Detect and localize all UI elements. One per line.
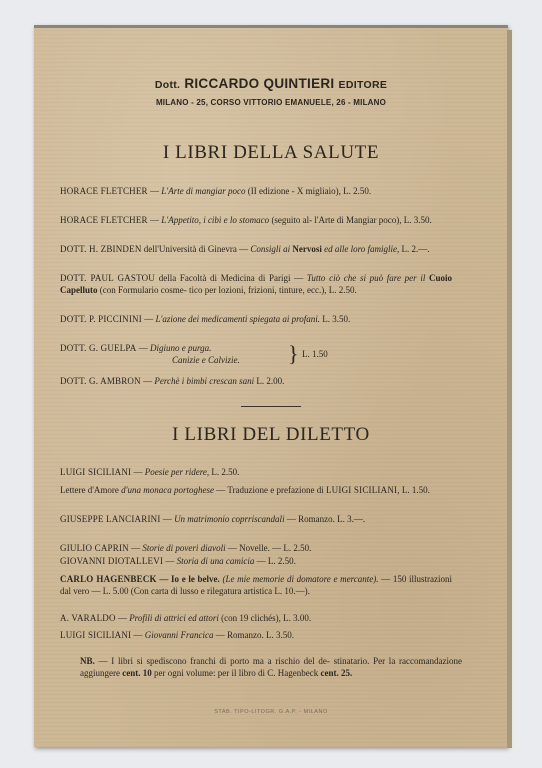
section-title-salute: I LIBRI DELLA SALUTE xyxy=(162,142,380,163)
divider xyxy=(241,406,301,407)
brace-glyph: } xyxy=(288,341,299,366)
list-item: Lettere d'Amore d'una monaca portoghese — Traduzione e prefazione di LUIGI SICILIANI, L. 1.50. xyxy=(60,485,430,495)
list-item: GIOVANNI DIOTALLEVI — Storia di una camicia — L. 2.50. xyxy=(60,556,296,566)
printer-imprint: STAB. TIPO-LITOGR. G.A.P. - MILANO xyxy=(214,709,328,715)
list-item: DOTT. P. PICCININI — L'azione dei medicamenti spiegata ai profani. L. 3.50. xyxy=(60,314,351,324)
list-item: HORACE FLETCHER — L'Arte di mangiar poco (II edizione - X migliaio), L. 2.50. xyxy=(60,186,372,196)
publisher-name: Dott. RICCARDO QUINTIERI EDITORE xyxy=(154,76,388,91)
list-item: DOTT. PAUL GASTOU della Facoltà di Medicina di Parigi — Tutto ciò che si può fare per il Cuoio Capelluto (con Formulario cosme- tico per lozioni, frizioni, tinture, ecc.), L. 2.50. xyxy=(60,273,453,295)
list-item: GIUSEPPE LANCIARINI — Un matrimonio coprriscandali — Romanzo. L. 3.—. xyxy=(60,514,366,524)
nota-bene: NB. — I libri si spediscono franchi di porto ma a rischio del de- stinatario. Per la raccomandazione aggiungere cent. 10 per ogni volume: per il libro di C. Hagenbeck cent. 25. xyxy=(80,656,463,678)
book-spine xyxy=(507,30,512,748)
list-item: GIULIO CAPRIN — Storie di poveri diavoli — Novelle. — L. 2.50. xyxy=(60,543,312,553)
list-item: DOTT. G. AMBRON — Perchè i bimbi crescan sani L. 2.00. xyxy=(60,376,285,386)
book-cover xyxy=(34,25,508,747)
list-item: LUIGI SICILIANI — Giovanni Francica — Romanzo. L. 3.50. xyxy=(60,630,294,640)
list-item: HORACE FLETCHER — L'Appetito, i cibi e lo stomaco (seguito al- l'Arte di Mangiar poco), L. 3.50. xyxy=(60,215,432,225)
publisher-address: MILANO - 25, CORSO VITTORIO EMANUELE, 26 - MILANO xyxy=(155,98,387,107)
section-title-diletto: I LIBRI DEL DILETTO xyxy=(172,424,370,445)
list-item: CARLO HAGENBECK — Io e le belve. (Le mie memorie di domatore e mercante). — 150 illustrazioni dal vero — L. 5.00 (Con carta di lusso e rilegatura artistica L. 10.—). xyxy=(60,574,453,596)
list-item: LUIGI SICILIANI — Poesie per ridere, L. 2.50. xyxy=(60,467,240,477)
list-item: DOTT. H. ZBINDEN dell'Università di Ginevra — Consigli ai Nervosi ed alle loro famiglie, L. 2.—. xyxy=(60,244,430,254)
list-item: DOTT. G. GUELPA — Digiuno e purga. Canizie e Calvizie. } L. 1.50 xyxy=(60,341,328,366)
list-item: A. VARALDO — Profili di attrici ed attori (con 19 clichés), L. 3.00. xyxy=(60,613,312,623)
